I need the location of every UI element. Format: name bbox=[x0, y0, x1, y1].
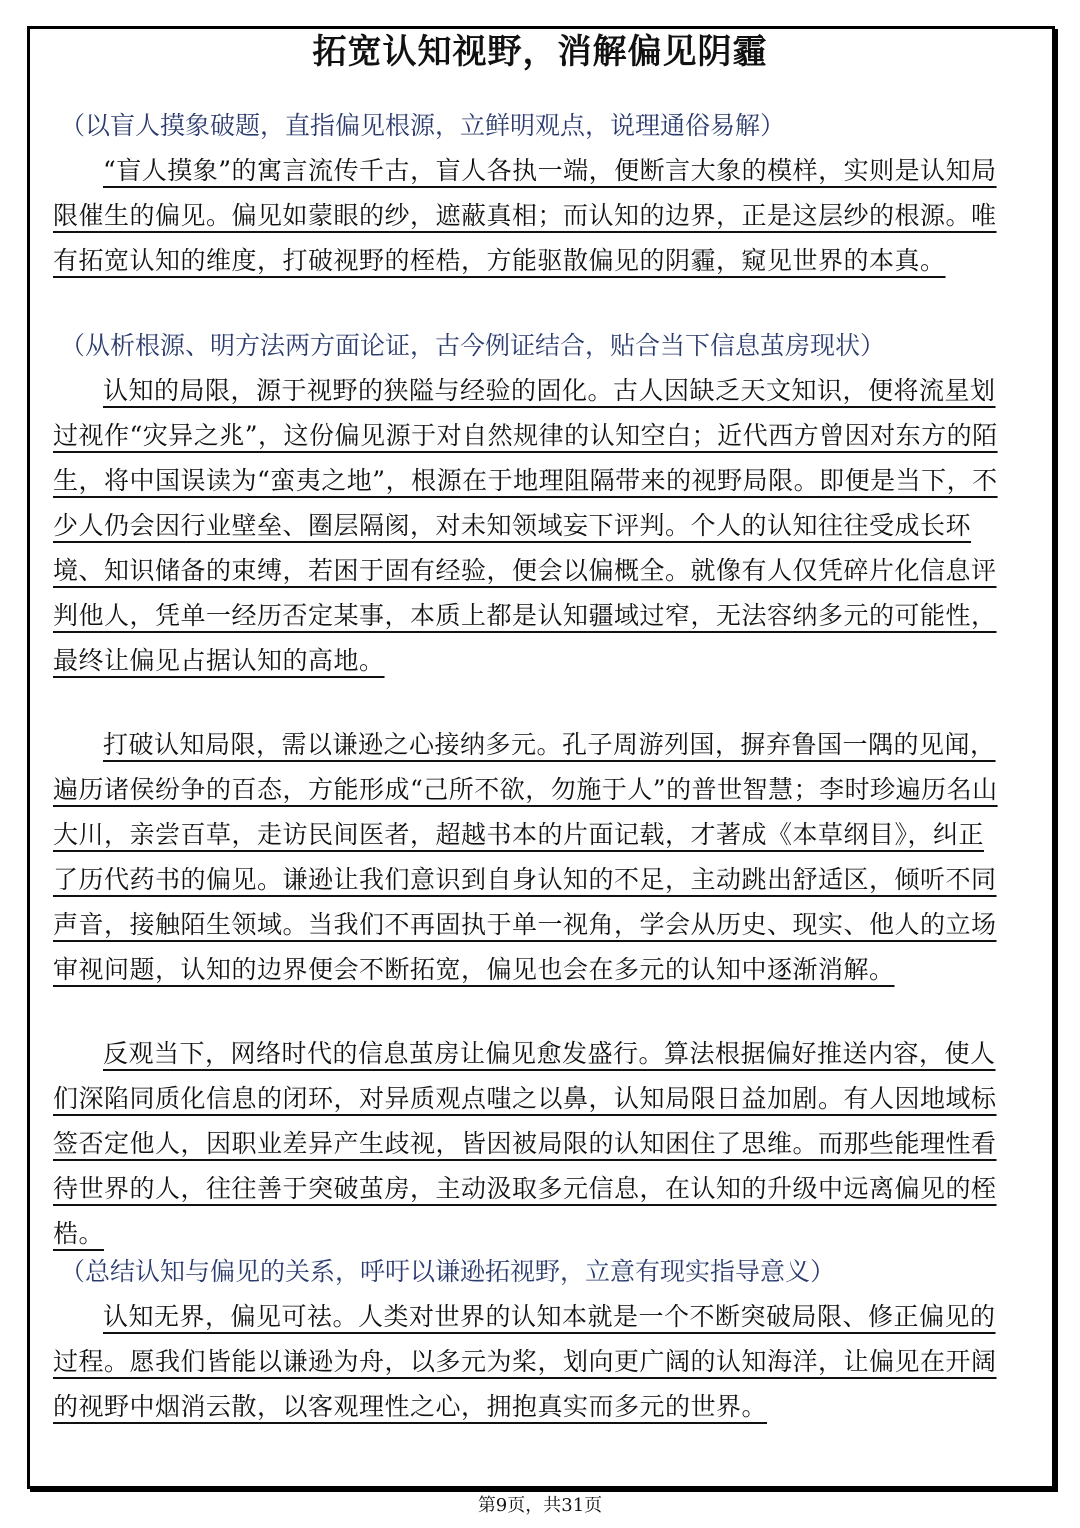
essay-paragraph-1 bbox=[53, 148, 1008, 283]
paragraph-text: 打破认知局限，需以谦逊之心接纳多元。孔子周游列国，摒弃鲁国一隅的见闻，遍历诸侯纷争的百态，方能形成“己所不欲，勿施于人”的普世智慧；李时珍遍历名山大川，亲尝百草，走访民间医者，超越书本的片面记载，才著成《本草纲目》，纠正了历代药书的偏见。谦逊让我们意识到自身认知的不足，主动跳出舒适区，倾听不同声音，接触陌生领域。当我们不再固执于单一视角，学会从历史、现实、他人的立场审视问题，认知的边界便会不断拓宽，偏见也会在多元的认知中逐渐消解。 bbox=[53, 730, 998, 984]
essay-paragraph-2 bbox=[53, 368, 1008, 683]
essay-title: 拓宽认知视野，消解偏见阴霾 bbox=[312, 32, 768, 72]
paragraph-text: 反观当下，网络时代的信息茧房让偏见愈发盛行。算法根据偏好推送内容，使人们深陷同质化信息的闭环，对异质观点嗤之以鼻，认知局限日益加剧。有人因地域标签否定他人，因职业差异产生歧视，皆因被局限的认知困住了思维。而那些能理性看待世界的人，往往善于突破茧房，主动汲取多元信息，在认知的升级中远离偏见的桎梏。 bbox=[53, 1039, 997, 1248]
paragraph-text: “盲人摸象”的寓言流传千古，盲人各执一端，便断言大象的模样，实则是认知局限催生的偏见。偏见如蒙眼的纱，遮蔽真相；而认知的边界，正是这层纱的根源。唯有拓宽认知的维度，打破视野的桎梏，方能驱散偏见的阴霾，窥见世界的本真。 bbox=[53, 156, 997, 275]
annotation-note-2: （从析根源、明方法两方面论证，古今例证结合，贴合当下信息茧房现状） bbox=[60, 331, 886, 360]
paragraph-text: 认知无界，偏见可祛。人类对世界的认知本就是一个不断突破局限、修正偏见的过程。愿我们皆能以谦逊为舟，以多元为桨，划向更广阔的认知海洋，让偏见在开阔的视野中烟消云散，以客观理性之心，拥抱真实而多元的世界。 bbox=[53, 1302, 997, 1421]
annotation-note-1: （以盲人摸象破题，直指偏见根源，立鲜明观点，说理通俗易解） bbox=[60, 111, 786, 140]
essay-paragraph-3 bbox=[53, 722, 1008, 992]
paragraph-text: 认知的局限，源于视野的狭隘与经验的固化。古人因缺乏天文知识，便将流星划过视作“灾异之兆”，这份偏见源于对自然规律的认知空白；近代西方曾因对东方的陌生，将中国误读为“蛮夷之地”，根源在于地理阻隔带来的视野局限。即便是当下，不少人仍会因行业壁垒、圈层隔阂，对未知领域妄下评判。个人的认知往往受成长环境、知识储备的束缚，若困于固有经验，便会以偏概全。就像有人仅凭碎片化信息评判他人，凭单一经历否定某事，本质上都是认知疆域过窄，无法容纳多元的可能性，最终让偏见占据认知的高地。 bbox=[53, 376, 998, 675]
essay-paragraph-4 bbox=[53, 1031, 1008, 1256]
annotation-note-3: （总结认知与偏见的关系，呼吁以谦逊拓视野，立意有现实指导意义） bbox=[60, 1257, 836, 1286]
essay-paragraph-5 bbox=[53, 1294, 1008, 1429]
page-number: 第9页，共31页 bbox=[477, 1495, 603, 1516]
